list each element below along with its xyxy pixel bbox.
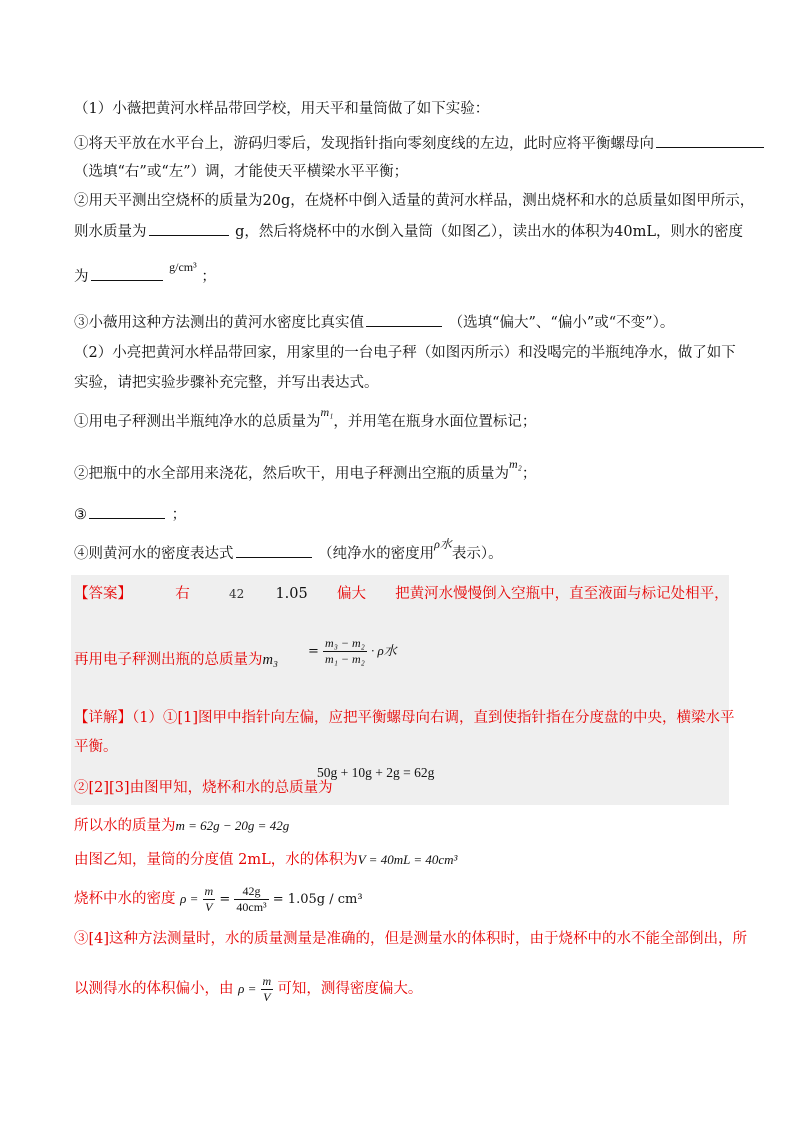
step2-line-c [74,260,216,287]
answer-label: 【答案】 [74,586,132,602]
detail5-eq: = [219,892,231,907]
detail5-frac1-den: V [205,900,213,914]
detail2-formula: 50g + 10g + 2g = 62g [317,765,435,780]
answer-formula-num: m₃ − m₂ [325,636,365,650]
p2-step1 [74,405,537,432]
answer-5: 把黄河水慢慢倒入空瓶中，直至液面与标记处相平， [395,586,729,602]
detail-line-1b: 平衡。 [74,739,118,755]
p2s3-blank[interactable] [89,504,165,519]
step3-line [74,312,674,333]
detail-1a: （1）①[1]图甲中指针向左偏，应把平衡螺母向右调，直到使指针指在分度盘的中央，横梁水平 [132,710,735,726]
detail5-result: = 1.05g / cm³ [272,892,363,907]
answer-3: 1.05 [275,586,308,602]
detail-6b1: 以测得水的体积偏小，由 [74,981,234,997]
detail-3a: 所以水的质量为 [74,818,176,834]
step2-line-a: ②用天平测出空烧杯的质量为20g，在烧杯中倒入适量的黄河水样品，测出烧杯和水的总质量如图甲所示， [74,193,755,209]
step1-blank[interactable] [656,133,764,148]
p2-step4 [74,537,503,564]
p2s4-rho: ρ水 [434,537,452,551]
step2-blank-density[interactable] [91,266,163,281]
answer-line [74,584,729,604]
detail6-frac-den: V [263,990,271,1004]
p2s2-var: m₂ [509,457,522,471]
step2-line-b [74,221,743,242]
detail-4a: 由图乙知，量筒的分度值 2mL，水的体积为 [74,852,358,868]
p2s3-a: ③ [74,507,87,523]
detail5-frac2 [234,884,268,915]
part2-line-a: （2）小亮把黄河水样品带回家，用家里的一台电子秤（如图丙所示）和没喝完的半瓶纯净水，做了如下 [74,345,736,361]
step2-c1: 为 [74,269,89,285]
detail5-frac1 [203,884,216,915]
detail6-frac [261,974,274,1005]
detail-label: 【详解】 [74,710,132,726]
answer-5b: 再用电子秤测出瓶的总质量为 [74,652,263,668]
step2-c2: ； [201,269,216,285]
part2-line-b: 实验，请把实验步骤补充完整，并写出表达式。 [74,375,379,391]
detail-line-6: ③[4]这种方法测量时，水的质量测量是准确的，但是测量水的体积时，由于烧杯中的水不能全部倒出，所 [74,931,748,947]
detail5-frac2-num: 42g [234,884,268,900]
p2-step2 [74,457,537,484]
step2-unit: g/cm³ [169,260,197,274]
answer-formula-den: m₁ − m₂ [325,652,365,666]
step3-a: ③小薇用这种方法测出的黄河水密度比真实值 [74,315,364,331]
detail-line-6b [74,972,422,1007]
step3-b: （选填“偏大”、“偏小”或“不变”）。 [448,315,675,331]
p2s1-b: ，并用笔在瓶身水面位置标记； [333,414,537,430]
p2s4-b: （纯净水的密度用 [318,546,435,562]
step1-option: （选填“右”或“左”）调，才能使天平横梁水平平衡； [74,164,409,180]
step1-line [74,133,766,154]
detail4-formula: V = 40mL = 40cm³ [357,852,458,867]
detail5-rho: ρ = [180,891,199,906]
p2s4-blank[interactable] [236,543,312,558]
answer-formula-fraction [323,636,367,667]
detail3-formula: m = 62g − 20g = 42g [175,818,290,833]
step2-blank-mass[interactable] [149,221,229,236]
answer-formula [308,636,397,667]
detail5-frac1-num: m [204,884,214,898]
p2s4-c: 表示）。 [451,546,503,562]
detail-5a: 烧杯中水的密度 [74,891,176,907]
detail-6b2: 可知，测得密度偏大。 [277,981,423,997]
detail-line-5 [74,882,363,917]
answer-line-2 [74,650,278,670]
part1-intro: （1）小薇把黄河水样品带回学校，用天平和量筒做了如下实验： [74,101,490,117]
p2s1-var: m₁ [320,405,334,419]
p2s4-a: ④则黄河水的密度表达式 [74,546,234,562]
p2s2-a: ②把瓶中的水全部用来浇花，然后吹干，用电子秤测出空瓶的质量为 [74,466,509,482]
detail-line-2 [74,778,333,798]
answer-formula-rho: · ρ水 [370,643,397,658]
step1-text: ①将天平放在水平台上，游码归零后，发现指针指向零刻度线的左边，此时应将平衡螺母向 [74,136,654,152]
detail6-formula [238,974,277,1004]
p2s1-a: ①用电子秤测出半瓶纯净水的总质量为 [74,414,321,430]
detail-2a: ②[2][3]由图甲知，烧杯和水的总质量为 [74,780,333,796]
answer-2: 42 [228,587,245,601]
detail6-frac-num: m [262,974,272,988]
detail-line-3 [74,816,289,836]
detail-line-1 [74,708,735,728]
step2-b1: 则水质量为 [74,224,147,240]
p2-step3 [74,504,186,525]
answer-4: 偏大 [336,586,366,602]
step3-blank[interactable] [366,312,442,327]
detail5-formula [180,884,363,914]
detail6-rho: ρ = [238,981,257,996]
detail-line-4 [74,850,457,870]
answer5-var: m₃ [262,652,279,668]
step2-b2: g，然后将烧杯中的水倒入量筒（如图乙），读出水的体积为40mL，则水的密度 [235,224,743,240]
p2s3-b: ； [171,507,187,523]
detail5-frac2-den: 40cm³ [236,900,267,914]
answer-1: 右 [175,586,190,602]
p2s2-b: ； [521,466,537,482]
answer-formula-eq: = [308,644,319,659]
